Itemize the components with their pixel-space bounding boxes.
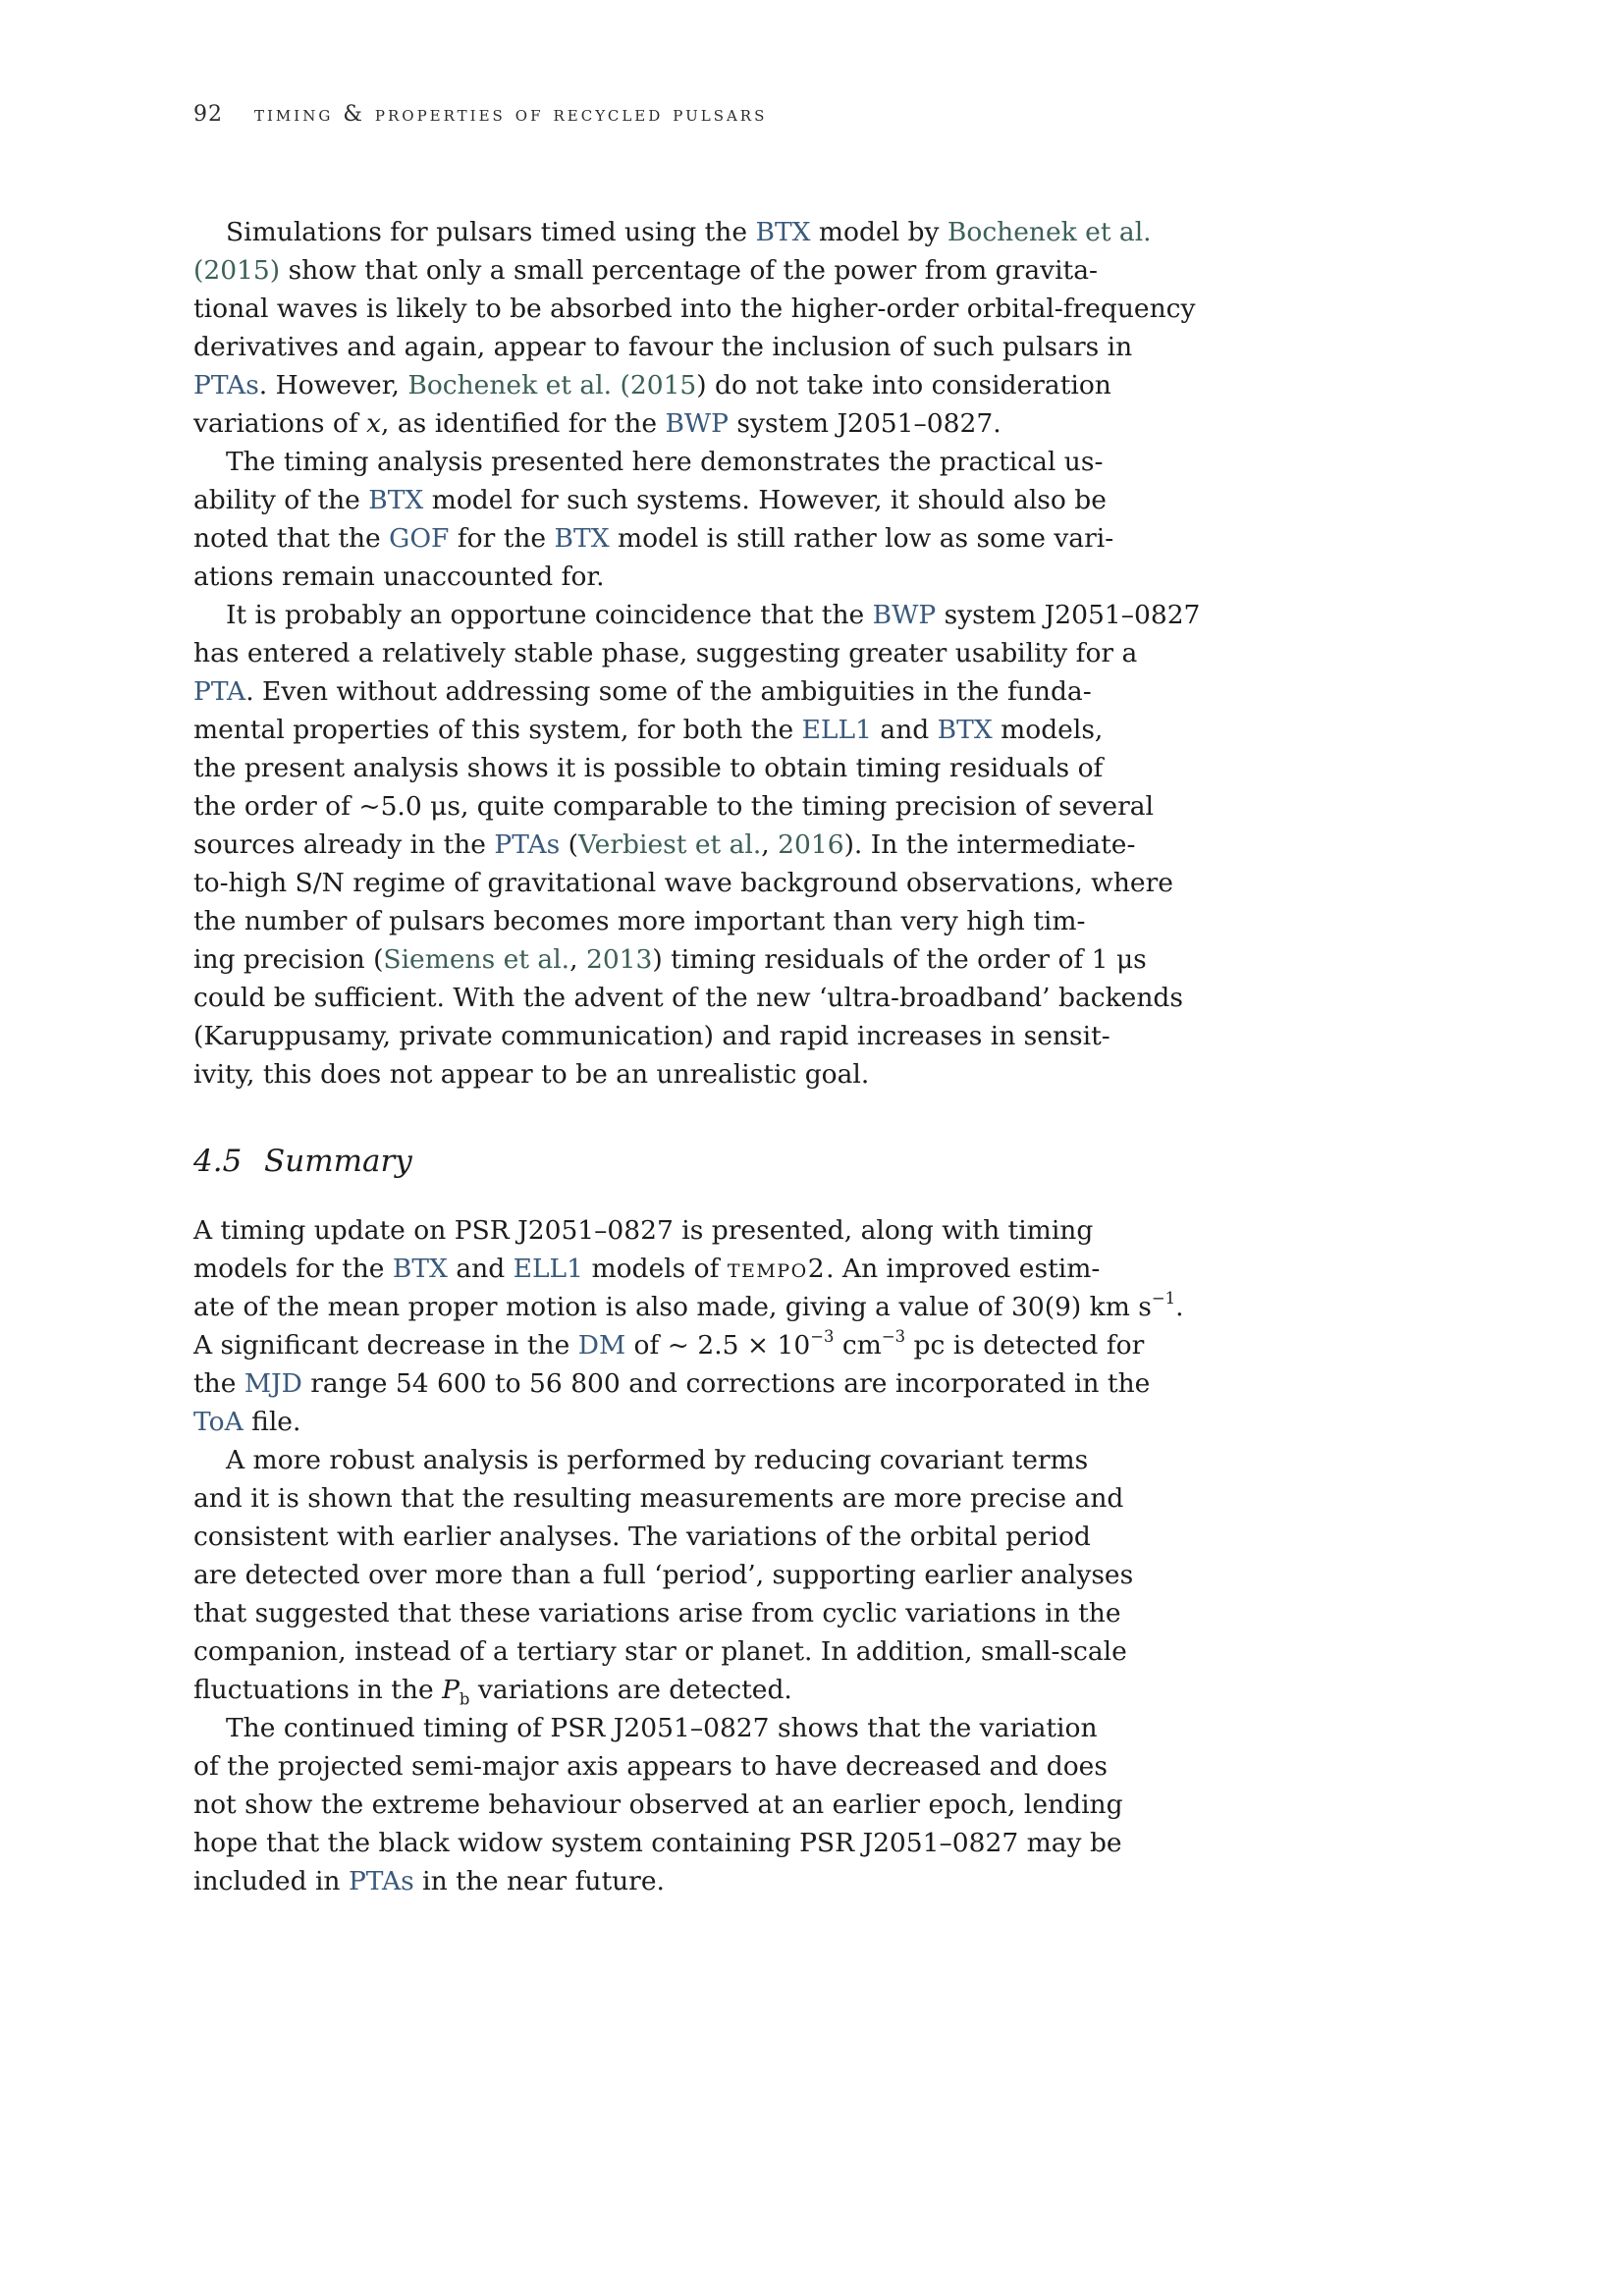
body-text-upper: [193, 213, 1201, 1094]
acronym-link[interactable]: PTAs: [348, 1866, 414, 1896]
acronym-link[interactable]: PTAs: [494, 829, 561, 860]
paragraph-5: A more robust analysis is performed by reducing covariant terms and it is shown that the resulting measurements are more precise and consistent with earlier analyses. The variations of the orbital period are detected over more than a full ‘period’, supporting earlier analyses that suggested that these variations arise from cyclic variations in the companion, instead of a tertiary star or planet. In addition, small-scale fluctuations in the $P_b$ variations are detected.: [193, 1445, 1134, 1709]
citation-year-link[interactable]: 2013: [585, 944, 653, 975]
acronym-link[interactable]: ELL1: [801, 715, 872, 745]
acronym-link[interactable]: ToA: [193, 1407, 244, 1437]
citation-link[interactable]: Verbiest et al.: [577, 829, 762, 860]
paragraph-3: It is probably an opportune coincidence that the BWP system J2051–0827 has entered a relatively stable phase, suggesting greater usability for a PTA. Even without addressing some of the ambiguities in the funda- mental properties of this system, for both the ELL1 and BTX models, the present analysis shows it is possible to obtain timing residuals of the order of ~5.0 μs, quite comparable to the timing precision of several sources already in the PTAs (Verbiest et al., 2016). In the intermediate- to-high S/N regime of gravitational wave background observations, where the number of pulsars becomes more important than very high tim- ing precision (Siemens et al., 2013) timing residuals of the order of 1 μs could be sufficient. With the advent of the new ‘ultra-broadband’ backends (Karuppusamy, private communication) and rapid increases in sensit- ivity, this does not appear to be an unrealistic goal.: [193, 600, 1201, 1090]
running-title: timing & properties of recycled pulsars: [254, 102, 768, 127]
paragraph-4: A timing update on PSR J2051–0827 is presented, along with timing models for the BTX and ELL1 models of tempo2. An improved estim- ate of the mean proper motion is also made, giving a value of 30(9) km $s^{-1}$. A significant decrease in the DM of ~ $2.5 \times 10^{-3}$ $cm^{-3}$ pc is detected for the MJD range 54 600 to 56 800 and corrections are incorporated in the ToA file.: [193, 1215, 1184, 1437]
section-number: 4.5: [193, 1144, 243, 1179]
body-text-summary: [193, 1211, 1184, 1900]
section-heading: [193, 1144, 412, 1179]
acronym-link[interactable]: BWP: [665, 408, 729, 439]
acronym-link[interactable]: BTX: [368, 485, 424, 515]
page-number: 92: [193, 102, 223, 127]
citation-link[interactable]: Bochenek et al.: [947, 217, 1152, 247]
paragraph-2: The timing analysis presented here demonstrates the practical us- ability of the BTX model for such systems. However, it should also be noted that the GOF for the BTX model is still rather low as some vari- ations remain unaccounted for.: [193, 447, 1114, 592]
acronym-link[interactable]: PTA: [193, 676, 246, 707]
acronym-link[interactable]: BTX: [937, 715, 993, 745]
citation-year-link[interactable]: 2015: [203, 255, 270, 286]
acronym-link[interactable]: ELL1: [513, 1254, 584, 1284]
acronym-link[interactable]: BTX: [392, 1254, 448, 1284]
acronym-link[interactable]: DM: [577, 1330, 626, 1361]
running-header: [193, 102, 767, 127]
acronym-link[interactable]: MJD: [244, 1368, 302, 1399]
section-title: Summary: [264, 1144, 412, 1179]
paragraph-1: Simulations for pulsars timed using the BTX model by Bochenek et al. (2015) show that only a small percentage of the power from gravita- tional waves is likely to be absorbed into the higher-order orbital-frequency derivatives and again, appear to favour the inclusion of such pulsars in PTAs. However, Bochenek et al. (2015) do not take into consideration variations of x, as identified for the BWP system J2051–0827.: [193, 217, 1196, 439]
acronym-link[interactable]: BTX: [554, 523, 610, 554]
citation-link[interactable]: Siemens et al.: [383, 944, 570, 975]
paragraph-6: The continued timing of PSR J2051–0827 shows that the variation of the projected semi-major axis appears to have decreased and does not show the extreme behaviour observed at an earlier epoch, lending hope that the black widow system containing PSR J2051–0827 may be included in PTAs in the near future.: [193, 1713, 1123, 1896]
citation-year-link[interactable]: 2016: [778, 829, 844, 860]
software-name: tempo2: [727, 1254, 827, 1284]
acronym-link[interactable]: BWP: [872, 600, 937, 630]
citation-link[interactable]: Bochenek et al.: [407, 370, 613, 400]
acronym-link[interactable]: BTX: [755, 217, 811, 247]
citation-year-link[interactable]: 2015: [629, 370, 697, 400]
acronym-link[interactable]: PTAs: [193, 370, 259, 400]
acronym-link[interactable]: GOF: [389, 523, 450, 554]
